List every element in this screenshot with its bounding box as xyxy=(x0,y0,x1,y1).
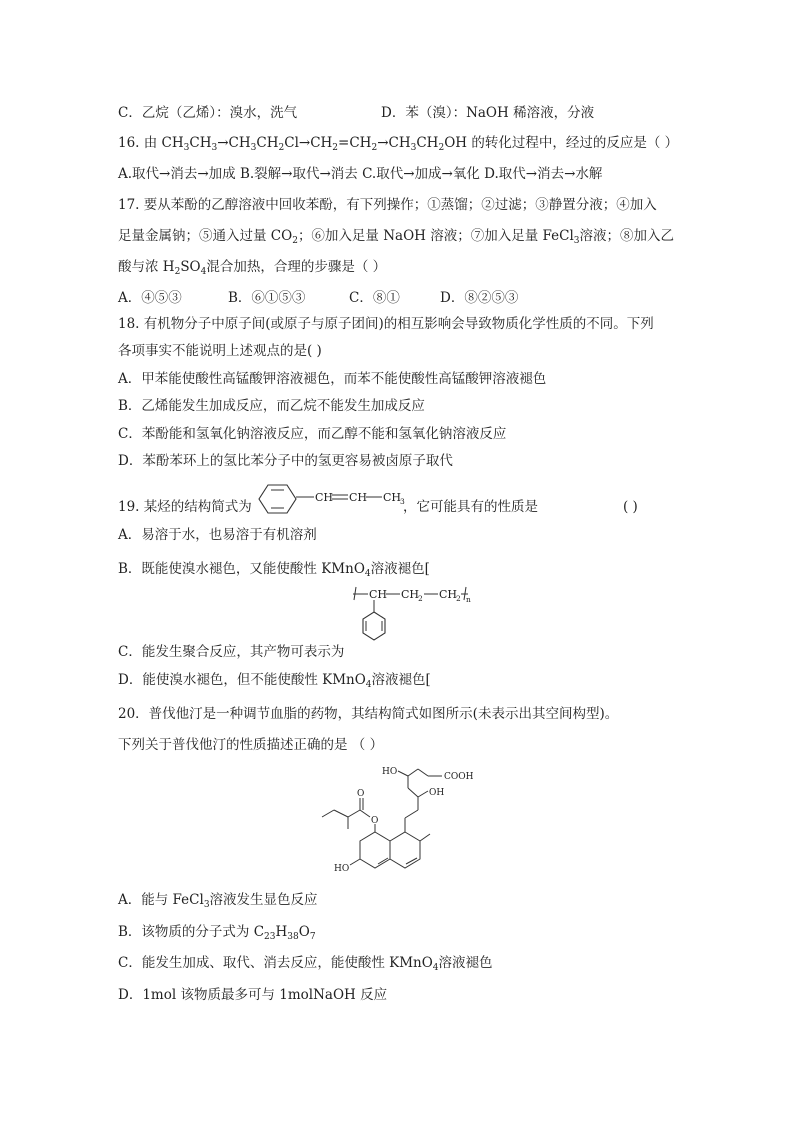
pravastatin-structure xyxy=(310,760,490,880)
svg-text:O: O xyxy=(357,789,365,799)
q19-option-d: D．能使溴水褪色，但不能使酸性 KMnO$_4$溶液褪色[ xyxy=(118,672,431,690)
svg-text:OH: OH xyxy=(429,788,445,798)
q18-line1: 18. 有机物分子中原子间(或原子与原子团间)的相互影响会导致物质化学性质的不同。下列 xyxy=(118,316,654,332)
q20-line2: 下列关于普伐他汀的性质描述正确的是 （ ） xyxy=(118,737,384,753)
q18-line2: 各项事实不能说明上述观点的是( ) xyxy=(118,343,322,359)
q17-option-d: D．⑧②⑤③ xyxy=(440,290,519,306)
svg-text:COOH: COOH xyxy=(444,772,474,782)
svg-text:HO: HO xyxy=(382,767,398,777)
q20-option-d: D．1mol 该物质最多可与 1molNaOH 反应 xyxy=(118,987,388,1003)
q18-option-c: C．苯酚能和氢氧化钠溶液反应，而乙醇不能和氢氧化钠溶液反应 xyxy=(118,426,507,442)
svg-text:CH: CH xyxy=(383,491,402,504)
q15-options-line xyxy=(118,104,595,122)
q20-option-c: C．能发生加成、取代、消去反应，能使酸性 KMnO$_4$溶液褪色 xyxy=(118,955,493,973)
q18-option-a: A．甲苯能使酸性高锰酸钾溶液褪色，而苯不能使酸性高锰酸钾溶液褪色 xyxy=(118,371,547,387)
svg-text:O: O xyxy=(371,816,379,826)
q17-line2: 足量金属钠；⑤通入过量 $CO_2$；⑥加入足量 NaOH 溶液；⑦加入足量 FeCl$_3$溶液；⑧加入乙 xyxy=(118,228,675,246)
q20-option-a: A．能与 FeCl$_3$溶液发生显色反应 xyxy=(118,892,318,910)
q17-line1: 17. 要从苯酚的乙醇溶液中回收苯酚，有下列操作；①蒸馏；②过滤；③静置分液；④加入 xyxy=(118,197,657,213)
q17-options xyxy=(118,289,519,307)
q17-option-c: C．⑧① xyxy=(349,290,400,306)
benzene-ring xyxy=(259,485,296,513)
svg-text:CH: CH xyxy=(439,588,458,601)
svg-text:2: 2 xyxy=(456,594,461,603)
q15-option-c: C．乙烷（乙烯）：溴水，洗气 xyxy=(118,105,298,121)
q18-option-d: D．苯酚苯环上的氢比苯分子中的氢更容易被卤原子取代 xyxy=(118,453,453,469)
q20-option-b: B．该物质的分子式为 $C_{23}H_{38}O_7$ xyxy=(118,924,316,942)
q19-structure-formula xyxy=(256,481,416,517)
q18-option-b: B．乙烯能发生加成反应，而乙烷不能发生加成反应 xyxy=(118,398,425,414)
svg-text:CH: CH xyxy=(349,491,368,504)
svg-text:HO: HO xyxy=(334,864,350,874)
svg-text:CH: CH xyxy=(369,588,388,601)
q16-stem: 16. 由 $CH_3CH_3\to CH_3CH_2Cl\to CH_2=CH_2\to CH_3CH_2OH$ 的转化过程中，经过的反应是（ ） xyxy=(118,135,679,153)
q19-stem: 19. 某烃的结构简式为 ，它可能具有的性质是 ( ) xyxy=(118,499,638,515)
svg-text:CH: CH xyxy=(401,588,420,601)
q17-option-b: B．⑥①⑤③ xyxy=(228,290,306,306)
q19-option-c: C．能发生聚合反应，其产物可表示为 xyxy=(118,644,345,660)
q20-line1: 20．普伐他汀是一种调节血脂的药物，其结构简式如图所示(未表示出其空间构型)。 xyxy=(118,706,619,722)
q15-option-d: D．苯（溴）：NaOH 稀溶液，分液 xyxy=(381,105,595,121)
q19-option-a: A．易溶于水，也易溶于有机溶剂 xyxy=(118,527,317,543)
svg-text:CH: CH xyxy=(315,491,334,504)
q19-option-b: B．既能使溴水褪色，又能使酸性 KMnO$_4$溶液褪色[ xyxy=(118,561,430,579)
q17-line3: 酸与浓 $H_2SO_4$混合加热，合理的步骤是（ ） xyxy=(118,259,387,277)
q17-option-a: A．④⑤③ xyxy=(118,290,182,306)
q19-polymer-formula xyxy=(350,582,480,662)
q16-options: A.取代→消去→加成 B.裂解→取代→消去 C.取代→加成→氧化 D.取代→消去→水解 xyxy=(118,166,603,182)
svg-text:3: 3 xyxy=(400,497,405,506)
svg-text:n: n xyxy=(466,595,471,604)
svg-text:2: 2 xyxy=(418,594,423,603)
q19-answer-paren: ( ) xyxy=(623,499,638,515)
